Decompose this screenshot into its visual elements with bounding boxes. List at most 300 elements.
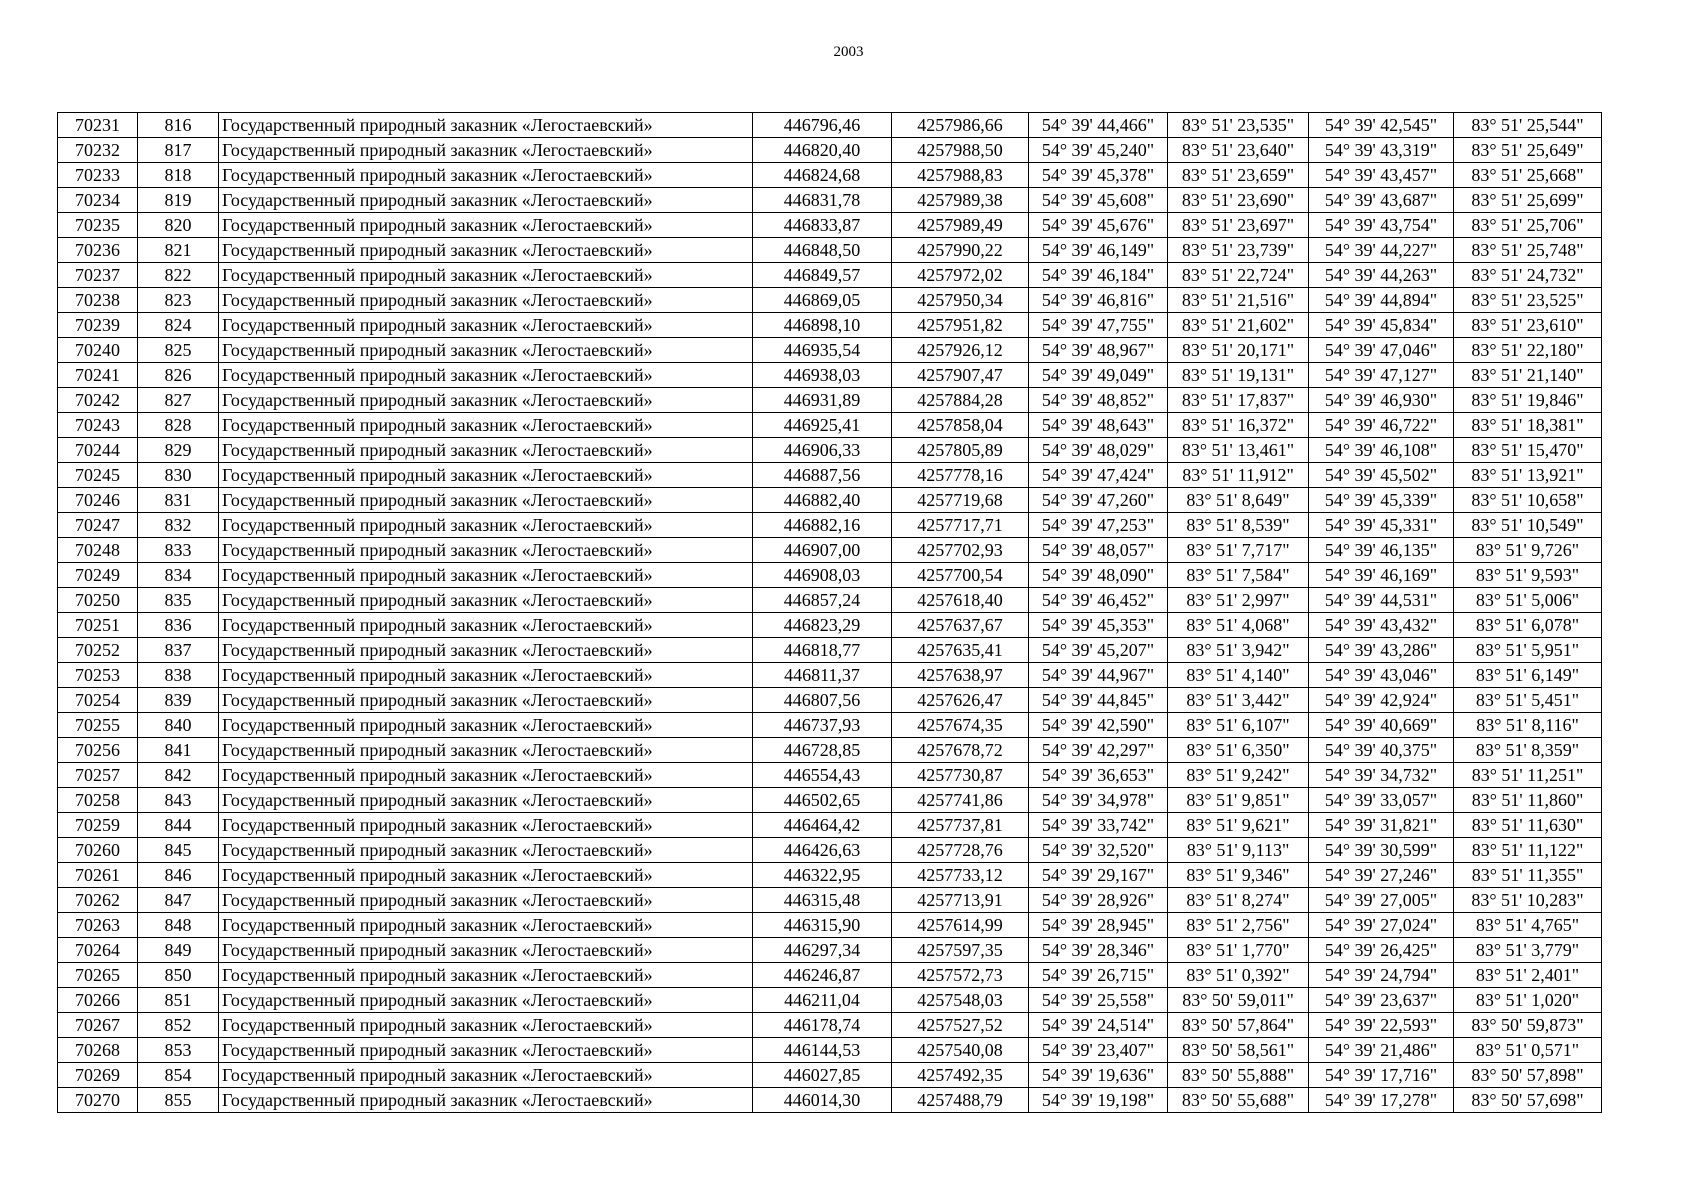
point-number-cell: 844 bbox=[138, 813, 219, 838]
table-row bbox=[58, 888, 1602, 913]
table-row bbox=[58, 1038, 1602, 1063]
y-coordinate-cell: 4257626,47 bbox=[892, 688, 1029, 713]
y-coordinate-cell: 4257637,67 bbox=[892, 613, 1029, 638]
table-row bbox=[58, 788, 1602, 813]
table-row bbox=[58, 838, 1602, 863]
object-name-cell: Государственный природный заказник «Легостаевский» bbox=[219, 1038, 753, 1063]
record-id-cell: 70264 bbox=[58, 938, 138, 963]
longitude-cell: 83° 50' 57,864" bbox=[1168, 1013, 1309, 1038]
point-number-cell: 823 bbox=[138, 288, 219, 313]
latitude-alt-cell: 54° 39' 42,545" bbox=[1309, 113, 1454, 138]
y-coordinate-cell: 4257635,41 bbox=[892, 638, 1029, 663]
longitude-cell: 83° 51' 21,602" bbox=[1168, 313, 1309, 338]
point-number-cell: 849 bbox=[138, 938, 219, 963]
x-coordinate-cell: 446728,85 bbox=[753, 738, 892, 763]
latitude-alt-cell: 54° 39' 40,375" bbox=[1309, 738, 1454, 763]
latitude-cell: 54° 39' 42,297" bbox=[1029, 738, 1168, 763]
point-number-cell: 826 bbox=[138, 363, 219, 388]
object-name-cell: Государственный природный заказник «Легостаевский» bbox=[219, 463, 753, 488]
latitude-alt-cell: 54° 39' 31,821" bbox=[1309, 813, 1454, 838]
object-name-cell: Государственный природный заказник «Легостаевский» bbox=[219, 413, 753, 438]
longitude-alt-cell: 83° 51' 25,649" bbox=[1454, 138, 1602, 163]
point-number-cell: 842 bbox=[138, 763, 219, 788]
record-id-cell: 70262 bbox=[58, 888, 138, 913]
latitude-cell: 54° 39' 46,452" bbox=[1029, 588, 1168, 613]
longitude-cell: 83° 51' 6,107" bbox=[1168, 713, 1309, 738]
record-id-cell: 70255 bbox=[58, 713, 138, 738]
x-coordinate-cell: 446811,37 bbox=[753, 663, 892, 688]
longitude-cell: 83° 51' 7,584" bbox=[1168, 563, 1309, 588]
y-coordinate-cell: 4257572,73 bbox=[892, 963, 1029, 988]
longitude-alt-cell: 83° 51' 25,706" bbox=[1454, 213, 1602, 238]
latitude-alt-cell: 54° 39' 45,502" bbox=[1309, 463, 1454, 488]
record-id-cell: 70243 bbox=[58, 413, 138, 438]
longitude-alt-cell: 83° 51' 6,078" bbox=[1454, 613, 1602, 638]
object-name-cell: Государственный природный заказник «Легостаевский» bbox=[219, 888, 753, 913]
latitude-cell: 54° 39' 45,608" bbox=[1029, 188, 1168, 213]
latitude-cell: 54° 39' 28,346" bbox=[1029, 938, 1168, 963]
longitude-cell: 83° 51' 23,697" bbox=[1168, 213, 1309, 238]
latitude-cell: 54° 39' 28,945" bbox=[1029, 913, 1168, 938]
longitude-alt-cell: 83° 51' 25,699" bbox=[1454, 188, 1602, 213]
latitude-alt-cell: 54° 39' 45,331" bbox=[1309, 513, 1454, 538]
latitude-alt-cell: 54° 39' 43,457" bbox=[1309, 163, 1454, 188]
table-row bbox=[58, 188, 1602, 213]
x-coordinate-cell: 446426,63 bbox=[753, 838, 892, 863]
x-coordinate-cell: 446737,93 bbox=[753, 713, 892, 738]
longitude-cell: 83° 50' 58,561" bbox=[1168, 1038, 1309, 1063]
object-name-cell: Государственный природный заказник «Легостаевский» bbox=[219, 988, 753, 1013]
y-coordinate-cell: 4257733,12 bbox=[892, 863, 1029, 888]
point-number-cell: 851 bbox=[138, 988, 219, 1013]
x-coordinate-cell: 446297,34 bbox=[753, 938, 892, 963]
longitude-alt-cell: 83° 51' 8,116" bbox=[1454, 713, 1602, 738]
latitude-alt-cell: 54° 39' 17,716" bbox=[1309, 1063, 1454, 1088]
y-coordinate-cell: 4257989,38 bbox=[892, 188, 1029, 213]
table-row bbox=[58, 963, 1602, 988]
longitude-cell: 83° 51' 8,649" bbox=[1168, 488, 1309, 513]
table-row bbox=[58, 413, 1602, 438]
longitude-alt-cell: 83° 51' 3,779" bbox=[1454, 938, 1602, 963]
table-row bbox=[58, 488, 1602, 513]
record-id-cell: 70251 bbox=[58, 613, 138, 638]
record-id-cell: 70252 bbox=[58, 638, 138, 663]
y-coordinate-cell: 4257678,72 bbox=[892, 738, 1029, 763]
x-coordinate-cell: 446178,74 bbox=[753, 1013, 892, 1038]
latitude-alt-cell: 54° 39' 26,425" bbox=[1309, 938, 1454, 963]
record-id-cell: 70256 bbox=[58, 738, 138, 763]
longitude-alt-cell: 83° 50' 59,873" bbox=[1454, 1013, 1602, 1038]
y-coordinate-cell: 4257548,03 bbox=[892, 988, 1029, 1013]
point-number-cell: 834 bbox=[138, 563, 219, 588]
record-id-cell: 70249 bbox=[58, 563, 138, 588]
x-coordinate-cell: 446823,29 bbox=[753, 613, 892, 638]
point-number-cell: 840 bbox=[138, 713, 219, 738]
longitude-alt-cell: 83° 51' 4,765" bbox=[1454, 913, 1602, 938]
x-coordinate-cell: 446554,43 bbox=[753, 763, 892, 788]
longitude-alt-cell: 83° 51' 11,860" bbox=[1454, 788, 1602, 813]
y-coordinate-cell: 4257488,79 bbox=[892, 1088, 1029, 1113]
longitude-alt-cell: 83° 51' 18,381" bbox=[1454, 413, 1602, 438]
y-coordinate-cell: 4257858,04 bbox=[892, 413, 1029, 438]
longitude-cell: 83° 51' 9,851" bbox=[1168, 788, 1309, 813]
point-number-cell: 822 bbox=[138, 263, 219, 288]
longitude-cell: 83° 51' 6,350" bbox=[1168, 738, 1309, 763]
latitude-alt-cell: 54° 39' 45,834" bbox=[1309, 313, 1454, 338]
point-number-cell: 845 bbox=[138, 838, 219, 863]
latitude-alt-cell: 54° 39' 33,057" bbox=[1309, 788, 1454, 813]
point-number-cell: 841 bbox=[138, 738, 219, 763]
longitude-alt-cell: 83° 51' 8,359" bbox=[1454, 738, 1602, 763]
object-name-cell: Государственный природный заказник «Легостаевский» bbox=[219, 363, 753, 388]
object-name-cell: Государственный природный заказник «Легостаевский» bbox=[219, 638, 753, 663]
table-row bbox=[58, 363, 1602, 388]
table-row bbox=[58, 863, 1602, 888]
y-coordinate-cell: 4257719,68 bbox=[892, 488, 1029, 513]
table-row bbox=[58, 913, 1602, 938]
object-name-cell: Государственный природный заказник «Легостаевский» bbox=[219, 338, 753, 363]
point-number-cell: 819 bbox=[138, 188, 219, 213]
table-row bbox=[58, 113, 1602, 138]
record-id-cell: 70260 bbox=[58, 838, 138, 863]
point-number-cell: 825 bbox=[138, 338, 219, 363]
point-number-cell: 854 bbox=[138, 1063, 219, 1088]
object-name-cell: Государственный природный заказник «Легостаевский» bbox=[219, 238, 753, 263]
latitude-cell: 54° 39' 46,184" bbox=[1029, 263, 1168, 288]
latitude-cell: 54° 39' 47,253" bbox=[1029, 513, 1168, 538]
longitude-cell: 83° 51' 9,621" bbox=[1168, 813, 1309, 838]
longitude-alt-cell: 83° 51' 1,020" bbox=[1454, 988, 1602, 1013]
point-number-cell: 839 bbox=[138, 688, 219, 713]
point-number-cell: 816 bbox=[138, 113, 219, 138]
table-row bbox=[58, 663, 1602, 688]
y-coordinate-cell: 4257717,71 bbox=[892, 513, 1029, 538]
y-coordinate-cell: 4257951,82 bbox=[892, 313, 1029, 338]
latitude-alt-cell: 54° 39' 43,432" bbox=[1309, 613, 1454, 638]
table-row bbox=[58, 288, 1602, 313]
object-name-cell: Государственный природный заказник «Легостаевский» bbox=[219, 188, 753, 213]
longitude-alt-cell: 83° 51' 6,149" bbox=[1454, 663, 1602, 688]
x-coordinate-cell: 446869,05 bbox=[753, 288, 892, 313]
longitude-alt-cell: 83° 51' 0,571" bbox=[1454, 1038, 1602, 1063]
x-coordinate-cell: 446935,54 bbox=[753, 338, 892, 363]
table-row bbox=[58, 213, 1602, 238]
point-number-cell: 850 bbox=[138, 963, 219, 988]
object-name-cell: Государственный природный заказник «Легостаевский» bbox=[219, 538, 753, 563]
y-coordinate-cell: 4257713,91 bbox=[892, 888, 1029, 913]
record-id-cell: 70248 bbox=[58, 538, 138, 563]
record-id-cell: 70253 bbox=[58, 663, 138, 688]
object-name-cell: Государственный природный заказник «Легостаевский» bbox=[219, 813, 753, 838]
y-coordinate-cell: 4257990,22 bbox=[892, 238, 1029, 263]
x-coordinate-cell: 446831,78 bbox=[753, 188, 892, 213]
longitude-cell: 83° 51' 9,113" bbox=[1168, 838, 1309, 863]
latitude-cell: 54° 39' 48,967" bbox=[1029, 338, 1168, 363]
y-coordinate-cell: 4257730,87 bbox=[892, 763, 1029, 788]
y-coordinate-cell: 4257597,35 bbox=[892, 938, 1029, 963]
y-coordinate-cell: 4257638,97 bbox=[892, 663, 1029, 688]
latitude-alt-cell: 54° 39' 43,046" bbox=[1309, 663, 1454, 688]
latitude-alt-cell: 54° 39' 47,046" bbox=[1309, 338, 1454, 363]
table-row bbox=[58, 563, 1602, 588]
longitude-cell: 83° 51' 17,837" bbox=[1168, 388, 1309, 413]
object-name-cell: Государственный природный заказник «Легостаевский» bbox=[219, 288, 753, 313]
longitude-alt-cell: 83° 51' 10,549" bbox=[1454, 513, 1602, 538]
latitude-alt-cell: 54° 39' 17,278" bbox=[1309, 1088, 1454, 1113]
x-coordinate-cell: 446014,30 bbox=[753, 1088, 892, 1113]
object-name-cell: Государственный природный заказник «Легостаевский» bbox=[219, 163, 753, 188]
latitude-cell: 54° 39' 49,049" bbox=[1029, 363, 1168, 388]
latitude-alt-cell: 54° 39' 27,024" bbox=[1309, 913, 1454, 938]
y-coordinate-cell: 4257527,52 bbox=[892, 1013, 1029, 1038]
x-coordinate-cell: 446824,68 bbox=[753, 163, 892, 188]
longitude-cell: 83° 51' 21,516" bbox=[1168, 288, 1309, 313]
y-coordinate-cell: 4257988,50 bbox=[892, 138, 1029, 163]
table-row bbox=[58, 938, 1602, 963]
y-coordinate-cell: 4257950,34 bbox=[892, 288, 1029, 313]
table-row bbox=[58, 313, 1602, 338]
longitude-cell: 83° 51' 4,068" bbox=[1168, 613, 1309, 638]
record-id-cell: 70265 bbox=[58, 963, 138, 988]
latitude-cell: 54° 39' 36,653" bbox=[1029, 763, 1168, 788]
point-number-cell: 824 bbox=[138, 313, 219, 338]
longitude-alt-cell: 83° 51' 5,006" bbox=[1454, 588, 1602, 613]
latitude-cell: 54° 39' 44,466" bbox=[1029, 113, 1168, 138]
object-name-cell: Государственный природный заказник «Легостаевский» bbox=[219, 838, 753, 863]
latitude-cell: 54° 39' 48,029" bbox=[1029, 438, 1168, 463]
longitude-cell: 83° 51' 1,770" bbox=[1168, 938, 1309, 963]
latitude-cell: 54° 39' 44,845" bbox=[1029, 688, 1168, 713]
record-id-cell: 70237 bbox=[58, 263, 138, 288]
longitude-alt-cell: 83° 50' 57,898" bbox=[1454, 1063, 1602, 1088]
record-id-cell: 70267 bbox=[58, 1013, 138, 1038]
latitude-alt-cell: 54° 39' 46,930" bbox=[1309, 388, 1454, 413]
object-name-cell: Государственный природный заказник «Легостаевский» bbox=[219, 488, 753, 513]
object-name-cell: Государственный природный заказник «Легостаевский» bbox=[219, 1063, 753, 1088]
table-row bbox=[58, 163, 1602, 188]
x-coordinate-cell: 446849,57 bbox=[753, 263, 892, 288]
x-coordinate-cell: 446938,03 bbox=[753, 363, 892, 388]
record-id-cell: 70270 bbox=[58, 1088, 138, 1113]
record-id-cell: 70261 bbox=[58, 863, 138, 888]
latitude-cell: 54° 39' 47,755" bbox=[1029, 313, 1168, 338]
latitude-alt-cell: 54° 39' 46,108" bbox=[1309, 438, 1454, 463]
table-row bbox=[58, 388, 1602, 413]
object-name-cell: Государственный природный заказник «Легостаевский» bbox=[219, 863, 753, 888]
latitude-cell: 54° 39' 42,590" bbox=[1029, 713, 1168, 738]
table-row bbox=[58, 1063, 1602, 1088]
object-name-cell: Государственный природный заказник «Легостаевский» bbox=[219, 438, 753, 463]
point-number-cell: 833 bbox=[138, 538, 219, 563]
x-coordinate-cell: 446908,03 bbox=[753, 563, 892, 588]
coordinates-table bbox=[57, 112, 1602, 1113]
point-number-cell: 848 bbox=[138, 913, 219, 938]
latitude-cell: 54° 39' 48,643" bbox=[1029, 413, 1168, 438]
table-row bbox=[58, 263, 1602, 288]
latitude-cell: 54° 39' 45,240" bbox=[1029, 138, 1168, 163]
point-number-cell: 830 bbox=[138, 463, 219, 488]
y-coordinate-cell: 4257540,08 bbox=[892, 1038, 1029, 1063]
longitude-cell: 83° 51' 2,756" bbox=[1168, 913, 1309, 938]
record-id-cell: 70236 bbox=[58, 238, 138, 263]
longitude-cell: 83° 51' 11,912" bbox=[1168, 463, 1309, 488]
longitude-cell: 83° 51' 9,346" bbox=[1168, 863, 1309, 888]
y-coordinate-cell: 4257988,83 bbox=[892, 163, 1029, 188]
latitude-cell: 54° 39' 19,198" bbox=[1029, 1088, 1168, 1113]
record-id-cell: 70246 bbox=[58, 488, 138, 513]
record-id-cell: 70240 bbox=[58, 338, 138, 363]
point-number-cell: 843 bbox=[138, 788, 219, 813]
latitude-cell: 54° 39' 45,353" bbox=[1029, 613, 1168, 638]
point-number-cell: 831 bbox=[138, 488, 219, 513]
x-coordinate-cell: 446502,65 bbox=[753, 788, 892, 813]
y-coordinate-cell: 4257492,35 bbox=[892, 1063, 1029, 1088]
table-row bbox=[58, 538, 1602, 563]
object-name-cell: Государственный природный заказник «Легостаевский» bbox=[219, 513, 753, 538]
table-row bbox=[58, 588, 1602, 613]
x-coordinate-cell: 446027,85 bbox=[753, 1063, 892, 1088]
table-row bbox=[58, 738, 1602, 763]
latitude-cell: 54° 39' 46,149" bbox=[1029, 238, 1168, 263]
record-id-cell: 70239 bbox=[58, 313, 138, 338]
point-number-cell: 827 bbox=[138, 388, 219, 413]
latitude-alt-cell: 54° 39' 43,687" bbox=[1309, 188, 1454, 213]
record-id-cell: 70231 bbox=[58, 113, 138, 138]
record-id-cell: 70241 bbox=[58, 363, 138, 388]
longitude-alt-cell: 83° 51' 19,846" bbox=[1454, 388, 1602, 413]
latitude-alt-cell: 54° 39' 21,486" bbox=[1309, 1038, 1454, 1063]
longitude-alt-cell: 83° 51' 25,748" bbox=[1454, 238, 1602, 263]
x-coordinate-cell: 446907,00 bbox=[753, 538, 892, 563]
longitude-alt-cell: 83° 51' 13,921" bbox=[1454, 463, 1602, 488]
latitude-alt-cell: 54° 39' 34,732" bbox=[1309, 763, 1454, 788]
y-coordinate-cell: 4257778,16 bbox=[892, 463, 1029, 488]
latitude-cell: 54° 39' 44,967" bbox=[1029, 663, 1168, 688]
longitude-cell: 83° 51' 3,442" bbox=[1168, 688, 1309, 713]
latitude-cell: 54° 39' 45,378" bbox=[1029, 163, 1168, 188]
object-name-cell: Государственный природный заказник «Легостаевский» bbox=[219, 913, 753, 938]
table-row bbox=[58, 763, 1602, 788]
y-coordinate-cell: 4257728,76 bbox=[892, 838, 1029, 863]
point-number-cell: 820 bbox=[138, 213, 219, 238]
record-id-cell: 70257 bbox=[58, 763, 138, 788]
point-number-cell: 853 bbox=[138, 1038, 219, 1063]
object-name-cell: Государственный природный заказник «Легостаевский» bbox=[219, 938, 753, 963]
object-name-cell: Государственный природный заказник «Легостаевский» bbox=[219, 613, 753, 638]
y-coordinate-cell: 4257986,66 bbox=[892, 113, 1029, 138]
longitude-cell: 83° 51' 16,372" bbox=[1168, 413, 1309, 438]
x-coordinate-cell: 446246,87 bbox=[753, 963, 892, 988]
page-number: 2003 bbox=[833, 44, 864, 60]
y-coordinate-cell: 4257700,54 bbox=[892, 563, 1029, 588]
longitude-cell: 83° 51' 19,131" bbox=[1168, 363, 1309, 388]
longitude-cell: 83° 51' 23,640" bbox=[1168, 138, 1309, 163]
latitude-cell: 54° 39' 47,424" bbox=[1029, 463, 1168, 488]
y-coordinate-cell: 4257926,12 bbox=[892, 338, 1029, 363]
y-coordinate-cell: 4257989,49 bbox=[892, 213, 1029, 238]
x-coordinate-cell: 446322,95 bbox=[753, 863, 892, 888]
y-coordinate-cell: 4257972,02 bbox=[892, 263, 1029, 288]
latitude-cell: 54° 39' 28,926" bbox=[1029, 888, 1168, 913]
record-id-cell: 70244 bbox=[58, 438, 138, 463]
table-body bbox=[58, 113, 1602, 1113]
latitude-alt-cell: 54° 39' 30,599" bbox=[1309, 838, 1454, 863]
object-name-cell: Государственный природный заказник «Легостаевский» bbox=[219, 738, 753, 763]
latitude-alt-cell: 54° 39' 42,924" bbox=[1309, 688, 1454, 713]
object-name-cell: Государственный природный заказник «Легостаевский» bbox=[219, 588, 753, 613]
record-id-cell: 70234 bbox=[58, 188, 138, 213]
latitude-alt-cell: 54° 39' 46,135" bbox=[1309, 538, 1454, 563]
table-row bbox=[58, 438, 1602, 463]
record-id-cell: 70250 bbox=[58, 588, 138, 613]
longitude-cell: 83° 51' 23,659" bbox=[1168, 163, 1309, 188]
y-coordinate-cell: 4257907,47 bbox=[892, 363, 1029, 388]
object-name-cell: Государственный природный заказник «Легостаевский» bbox=[219, 963, 753, 988]
x-coordinate-cell: 446887,56 bbox=[753, 463, 892, 488]
x-coordinate-cell: 446820,40 bbox=[753, 138, 892, 163]
latitude-alt-cell: 54° 39' 22,593" bbox=[1309, 1013, 1454, 1038]
x-coordinate-cell: 446833,87 bbox=[753, 213, 892, 238]
longitude-alt-cell: 83° 51' 11,630" bbox=[1454, 813, 1602, 838]
x-coordinate-cell: 446211,04 bbox=[753, 988, 892, 1013]
point-number-cell: 821 bbox=[138, 238, 219, 263]
table-row bbox=[58, 338, 1602, 363]
latitude-cell: 54° 39' 26,715" bbox=[1029, 963, 1168, 988]
x-coordinate-cell: 446464,42 bbox=[753, 813, 892, 838]
point-number-cell: 832 bbox=[138, 513, 219, 538]
object-name-cell: Государственный природный заказник «Легостаевский» bbox=[219, 763, 753, 788]
longitude-cell: 83° 50' 55,888" bbox=[1168, 1063, 1309, 1088]
record-id-cell: 70254 bbox=[58, 688, 138, 713]
latitude-cell: 54° 39' 25,558" bbox=[1029, 988, 1168, 1013]
longitude-cell: 83° 51' 0,392" bbox=[1168, 963, 1309, 988]
record-id-cell: 70263 bbox=[58, 913, 138, 938]
object-name-cell: Государственный природный заказник «Легостаевский» bbox=[219, 113, 753, 138]
table-row bbox=[58, 988, 1602, 1013]
x-coordinate-cell: 446807,56 bbox=[753, 688, 892, 713]
table-row bbox=[58, 688, 1602, 713]
longitude-cell: 83° 50' 59,011" bbox=[1168, 988, 1309, 1013]
record-id-cell: 70247 bbox=[58, 513, 138, 538]
longitude-cell: 83° 51' 23,690" bbox=[1168, 188, 1309, 213]
object-name-cell: Государственный природный заказник «Легостаевский» bbox=[219, 713, 753, 738]
x-coordinate-cell: 446848,50 bbox=[753, 238, 892, 263]
longitude-alt-cell: 83° 51' 10,658" bbox=[1454, 488, 1602, 513]
longitude-alt-cell: 83° 51' 25,544" bbox=[1454, 113, 1602, 138]
longitude-cell: 83° 51' 23,739" bbox=[1168, 238, 1309, 263]
object-name-cell: Государственный природный заказник «Легостаевский» bbox=[219, 688, 753, 713]
latitude-cell: 54° 39' 48,852" bbox=[1029, 388, 1168, 413]
longitude-alt-cell: 83° 50' 57,698" bbox=[1454, 1088, 1602, 1113]
x-coordinate-cell: 446931,89 bbox=[753, 388, 892, 413]
record-id-cell: 70232 bbox=[58, 138, 138, 163]
latitude-alt-cell: 54° 39' 46,169" bbox=[1309, 563, 1454, 588]
longitude-cell: 83° 51' 2,997" bbox=[1168, 588, 1309, 613]
point-number-cell: 855 bbox=[138, 1088, 219, 1113]
longitude-cell: 83° 51' 4,140" bbox=[1168, 663, 1309, 688]
longitude-alt-cell: 83° 51' 9,726" bbox=[1454, 538, 1602, 563]
table-row bbox=[58, 463, 1602, 488]
record-id-cell: 70269 bbox=[58, 1063, 138, 1088]
x-coordinate-cell: 446818,77 bbox=[753, 638, 892, 663]
latitude-cell: 54° 39' 24,514" bbox=[1029, 1013, 1168, 1038]
longitude-alt-cell: 83° 51' 24,732" bbox=[1454, 263, 1602, 288]
longitude-alt-cell: 83° 51' 9,593" bbox=[1454, 563, 1602, 588]
longitude-cell: 83° 51' 22,724" bbox=[1168, 263, 1309, 288]
record-id-cell: 70245 bbox=[58, 463, 138, 488]
longitude-cell: 83° 51' 23,535" bbox=[1168, 113, 1309, 138]
latitude-cell: 54° 39' 46,816" bbox=[1029, 288, 1168, 313]
